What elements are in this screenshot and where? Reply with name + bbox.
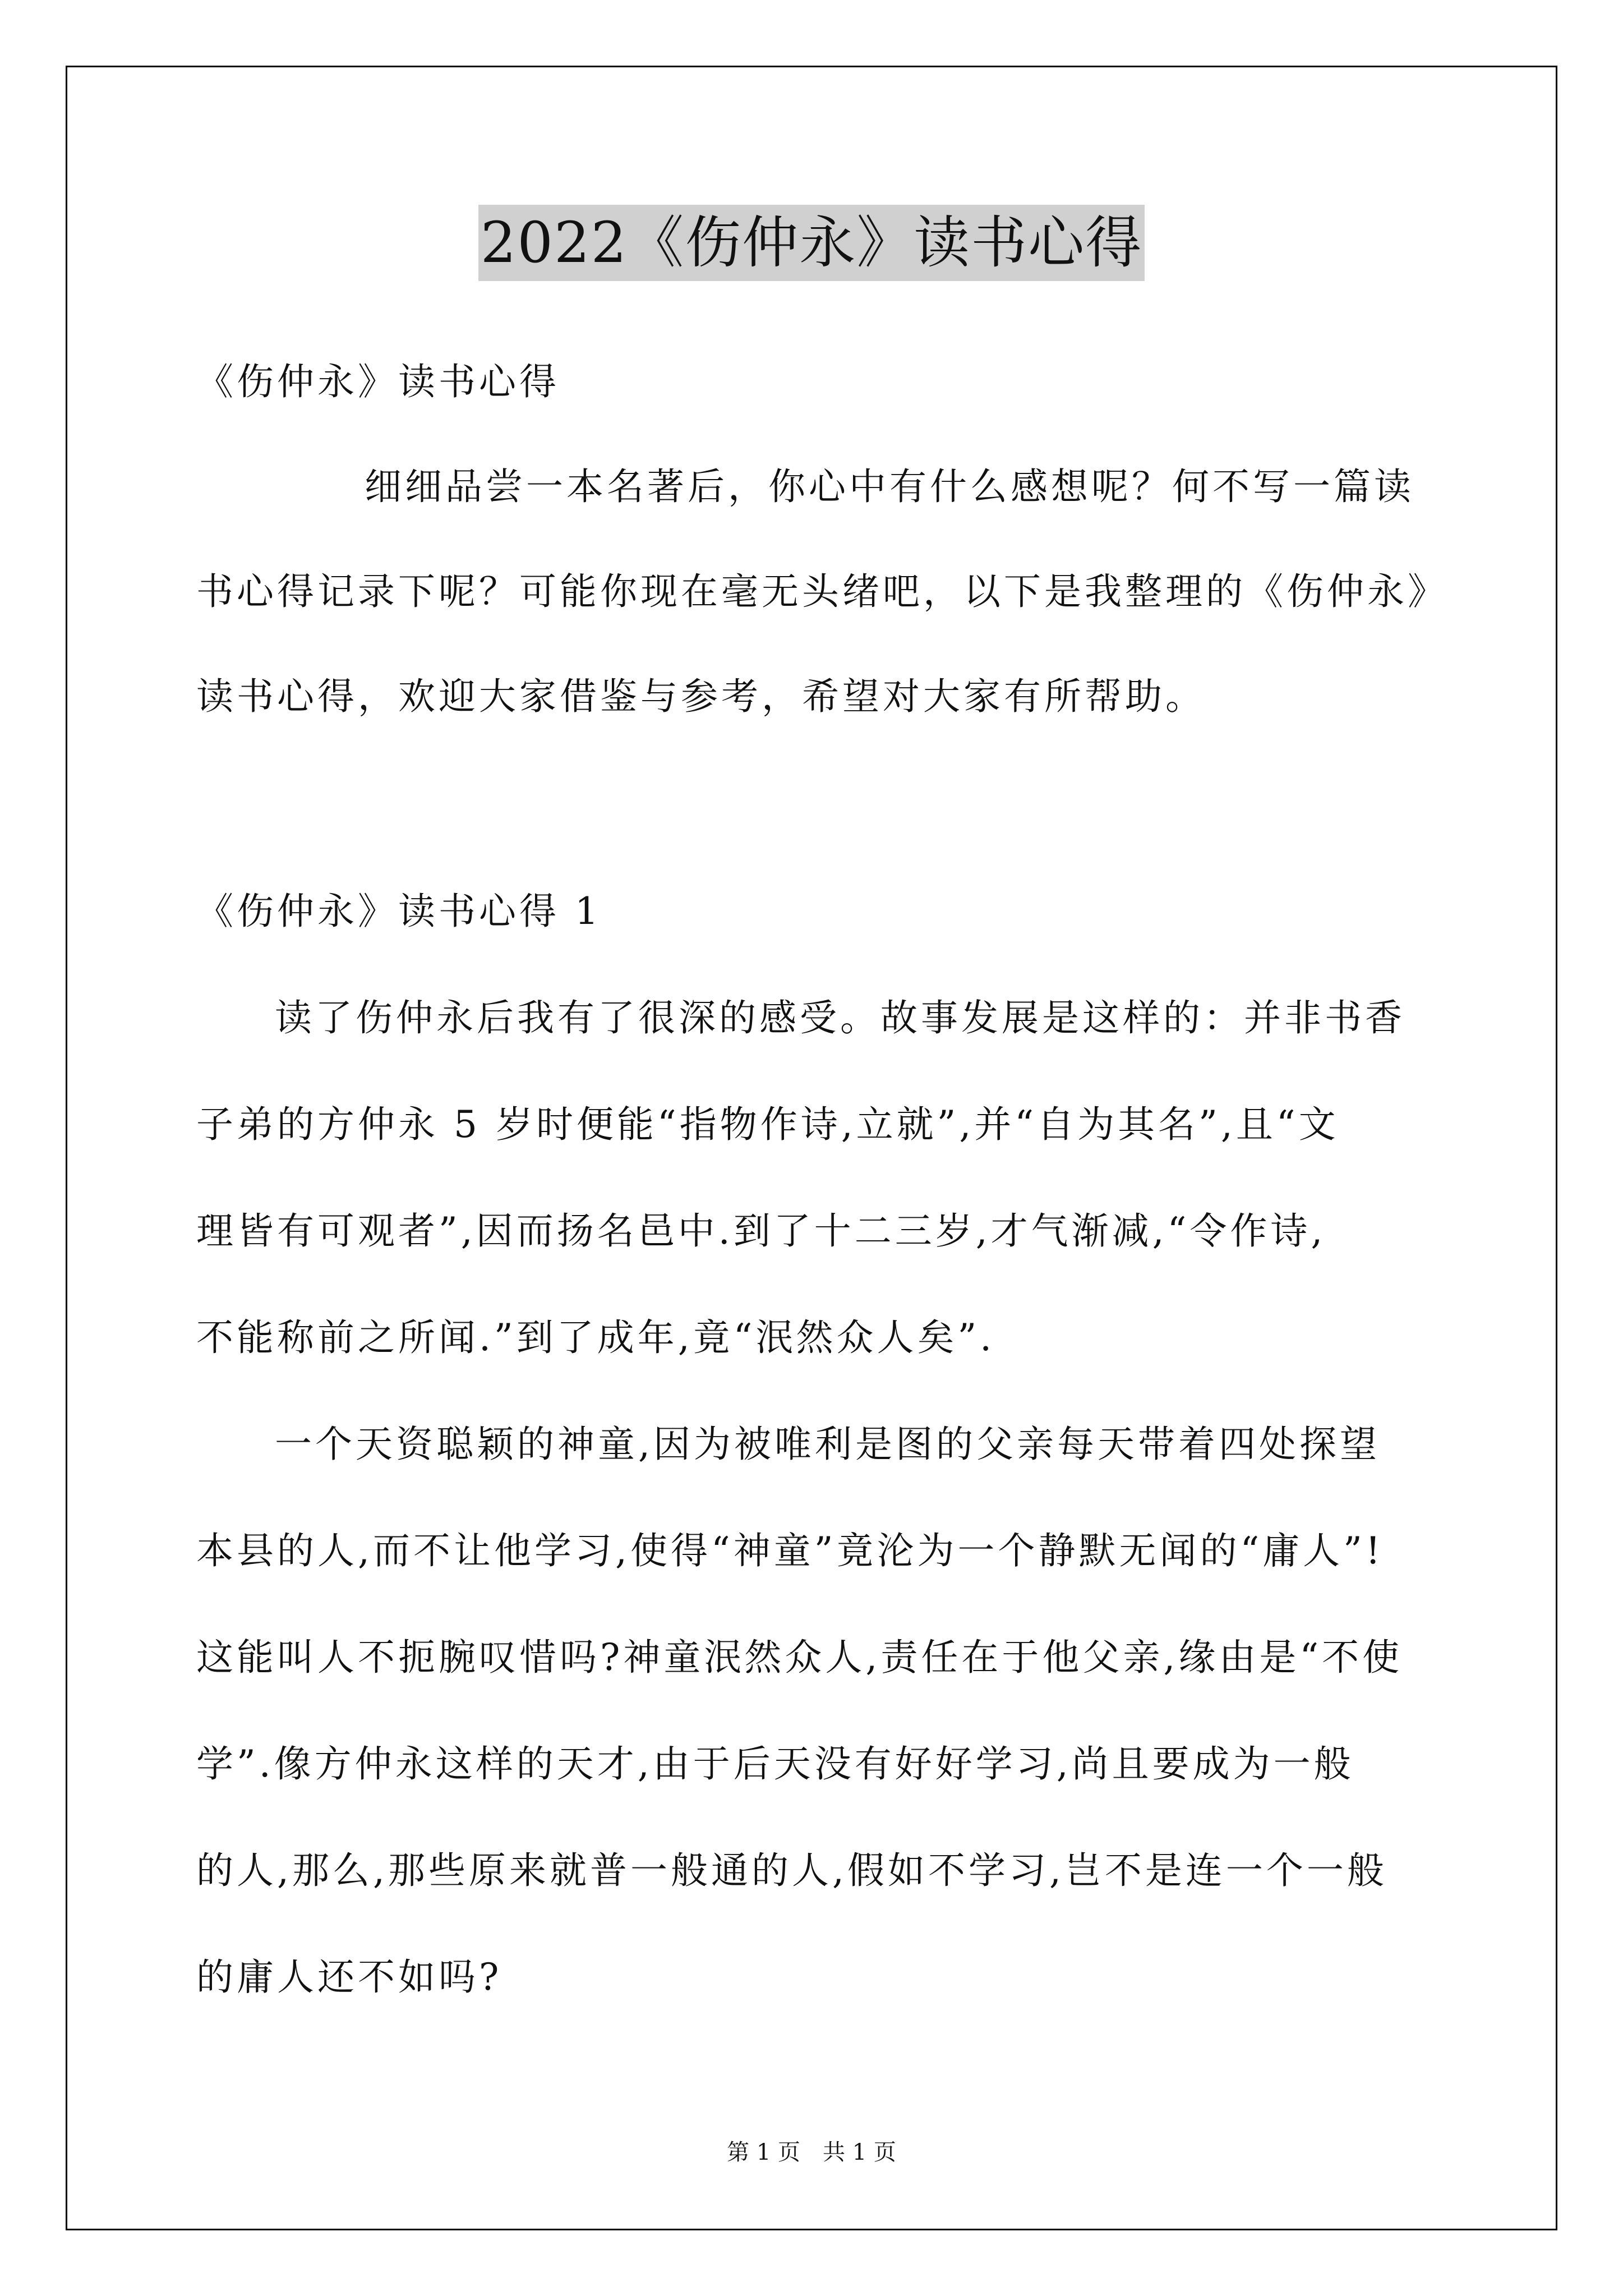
paragraph2-line-5: 的人,那么,那些原来就普一般通的人,假如不学习,岂不是连一个一般 [196, 1849, 1387, 1892]
paragraph2-line-4: 学”.像方仲永这样的天才,由于后天没有好好学习,尚且要成为一般 [196, 1742, 1354, 1786]
paragraph2-line-2: 本县的人,而不让他学习,使得“神童”竟沦为一个静默无闻的“庸人”! [196, 1529, 1384, 1572]
intro-line-2: 书心得记录下呢？可能你现在毫无头绪吧，以下是我整理的《伤仲永》 [196, 570, 1448, 613]
paragraph1-line-4: 不能称前之所闻.”到了成年,竟“泯然众人矣”. [196, 1316, 995, 1359]
paragraph1-line-1: 读了伤仲永后我有了很深的感受。故事发展是这样的：并非书香 [275, 996, 1405, 1039]
intro-line-3: 读书心得，欢迎大家借鉴与参考，希望对大家有所帮助。 [196, 675, 1206, 718]
title-container [0, 205, 1623, 281]
paragraph2-line-6: 的庸人还不如吗? [196, 1955, 502, 1999]
section-heading: 《伤仲永》读书心得 1 [196, 890, 602, 933]
paragraph2-line-3: 这能叫人不扼腕叹惜吗?神童泯然众人,责任在于他父亲,缘由是“不使 [196, 1636, 1403, 1679]
paragraph1-line-3: 理皆有可观者”,因而扬名邑中.到了十二三岁,才气渐减,“令作诗, [196, 1209, 1326, 1253]
paragraph2-line-1: 一个天资聪颖的神童,因为被唯利是图的父亲每天带着四处探望 [275, 1423, 1380, 1466]
page-footer [0, 2138, 1623, 2166]
paragraph1-line-2: 子弟的方仲永 5 岁时便能“指物作诗,立就”,并“自为其名”,且“文 [196, 1103, 1339, 1146]
document-subtitle: 《伤仲永》读书心得 [196, 360, 560, 403]
intro-line-1: 细细品尝一本名著后，你心中有什么感想呢？何不写一篇读 [365, 465, 1414, 508]
document-title: 2022《伤仲永》读书心得 [478, 205, 1145, 281]
page-total: 共 1 页 [823, 2139, 896, 2165]
page-number: 第 1 页 [727, 2139, 800, 2165]
